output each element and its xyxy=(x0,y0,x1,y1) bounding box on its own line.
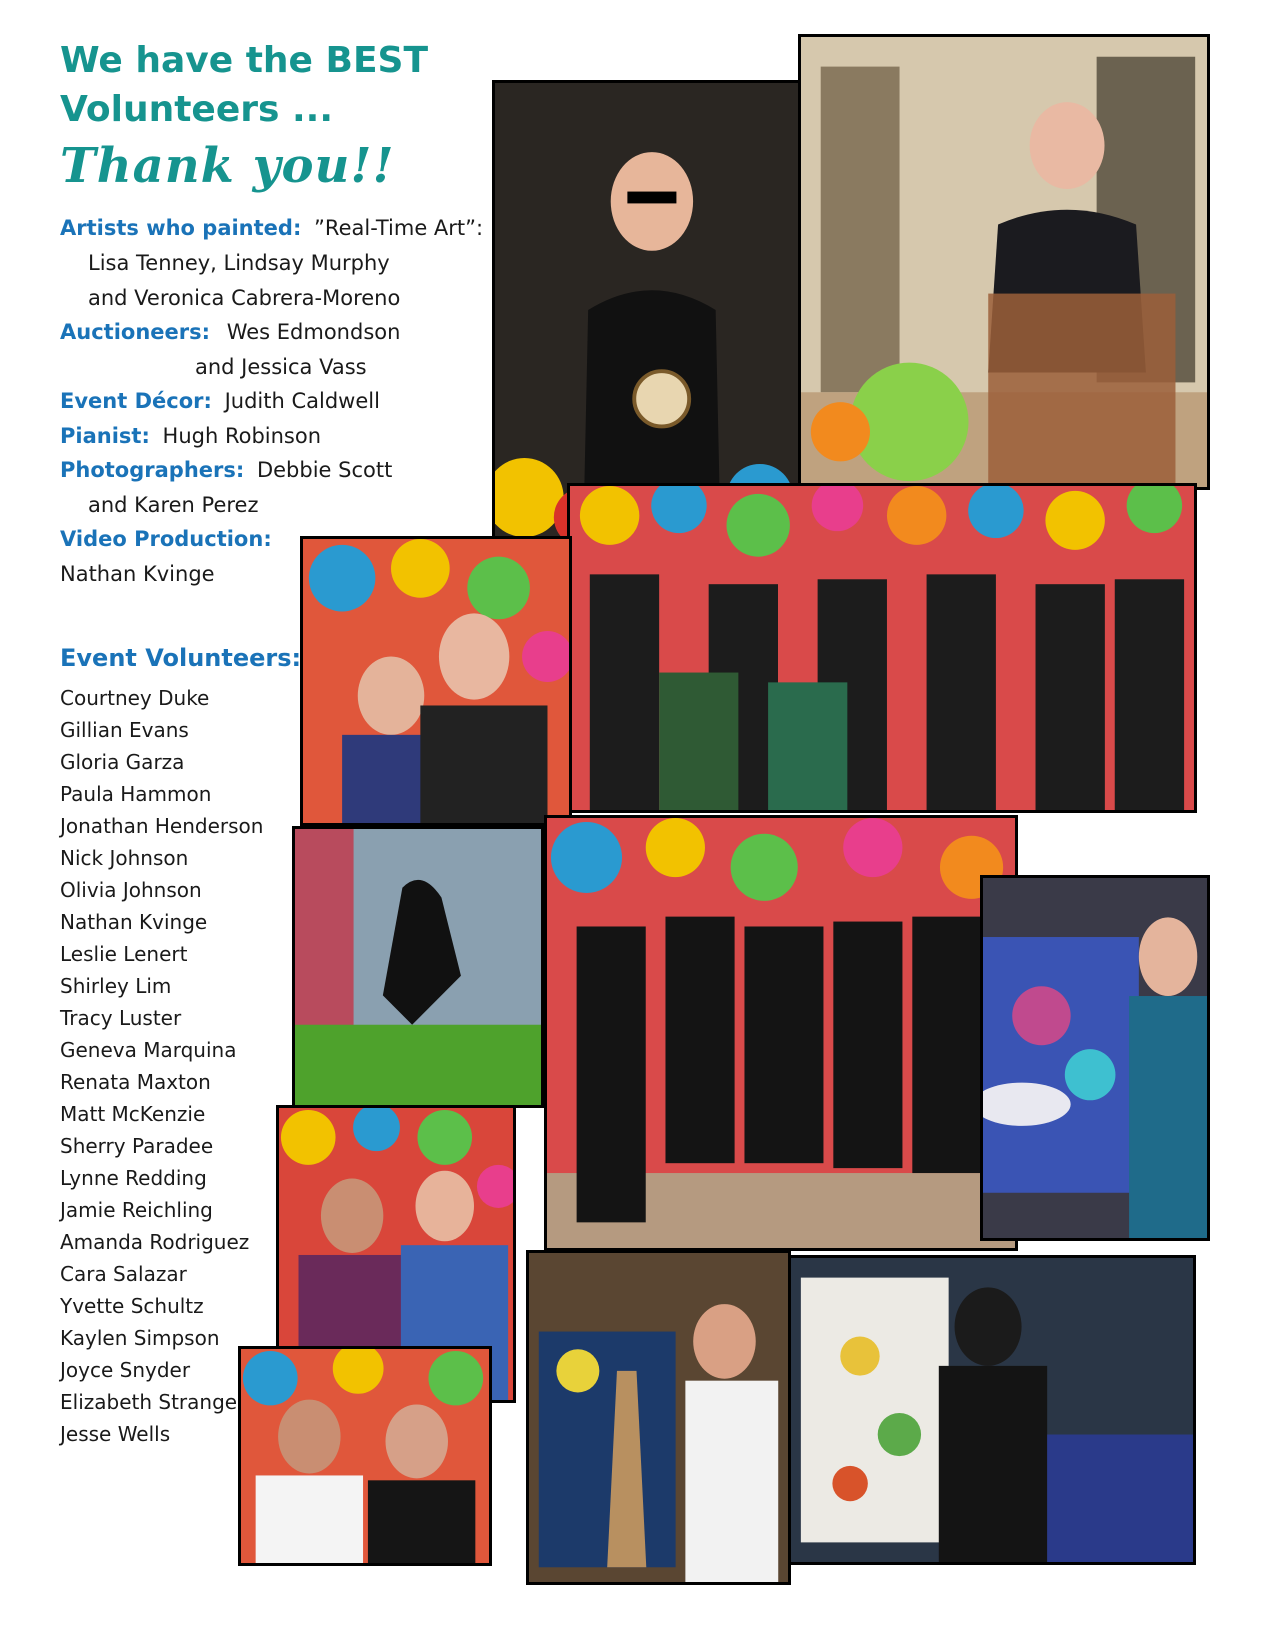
artists-line-3: and Veronica Cabrera-Moreno xyxy=(88,286,401,310)
artist-tree-painting-photo xyxy=(526,1250,791,1585)
list-item: Lynne Redding xyxy=(60,1166,207,1190)
decor-label: Event Décor: xyxy=(60,389,212,413)
list-item: Jesse Wells xyxy=(60,1422,171,1446)
list-item: Gillian Evans xyxy=(60,718,189,742)
list-item: Shirley Lim xyxy=(60,974,172,998)
volunteer-group-photo xyxy=(567,483,1197,813)
artists-line-2: Lisa Tenney, Lindsay Murphy xyxy=(88,251,390,275)
list-item: Renata Maxton xyxy=(60,1070,211,1094)
list-item: Tracy Luster xyxy=(60,1006,182,1030)
auctioneers-label: Auctioneers: xyxy=(60,320,211,344)
title-line-1: We have the BEST xyxy=(60,40,429,81)
list-item: Elizabeth Strange xyxy=(60,1390,238,1414)
couple-balloons-photo xyxy=(300,536,572,826)
list-item: Courtney Duke xyxy=(60,686,210,710)
artist-canvas-photo xyxy=(788,1255,1196,1565)
list-item: Jamie Reichling xyxy=(60,1198,213,1222)
list-item: Geneva Marquina xyxy=(60,1038,237,1062)
video-label: Video Production: xyxy=(60,527,272,551)
list-item: Matt McKenzie xyxy=(60,1102,206,1126)
list-item: Olivia Johnson xyxy=(60,878,202,902)
list-item: Leslie Lenert xyxy=(60,942,188,966)
list-item: Yvette Schultz xyxy=(60,1294,204,1318)
video-value: Nathan Kvinge xyxy=(60,562,215,586)
photographers-line-1: Debbie Scott xyxy=(256,458,393,482)
auctioneer-man-podium-photo xyxy=(798,34,1210,490)
silhouette-centerpiece-photo xyxy=(292,826,544,1108)
event-volunteers-heading: Event Volunteers: xyxy=(60,644,302,672)
pianist-value: Hugh Robinson xyxy=(162,424,322,448)
decor-value: Judith Caldwell xyxy=(224,389,380,413)
list-item: Nathan Kvinge xyxy=(60,910,208,934)
auctioneers-line-2: and Jessica Vass xyxy=(195,355,367,379)
two-women-photo xyxy=(238,1346,492,1566)
list-item: Jonathan Henderson xyxy=(60,814,264,838)
auctioneers-line-1: Wes Edmondson xyxy=(226,320,401,344)
list-item: Gloria Garza xyxy=(60,750,185,774)
list-item: Paula Hammon xyxy=(60,782,212,806)
list-item: Nick Johnson xyxy=(60,846,189,870)
page-title xyxy=(60,36,428,134)
artists-label: Artists who painted: xyxy=(60,216,302,240)
photographers-label: Photographers: xyxy=(60,458,245,482)
list-item: Kaylen Simpson xyxy=(60,1326,220,1350)
title-line-2: Volunteers ... xyxy=(60,89,334,130)
list-item: Sherry Paradee xyxy=(60,1134,214,1158)
auctioneer-woman-photo xyxy=(492,80,802,540)
photographers-line-2: and Karen Perez xyxy=(88,493,259,517)
pianist-label: Pianist: xyxy=(60,424,150,448)
list-item: Amanda Rodriguez xyxy=(60,1230,250,1254)
list-item: Joyce Snyder xyxy=(60,1358,191,1382)
five-women-photo xyxy=(544,815,1018,1251)
thank-you-heading: Thank you!! xyxy=(60,138,395,194)
list-item: Cara Salazar xyxy=(60,1262,187,1286)
artist-painting-photo xyxy=(980,875,1210,1241)
artists-intro: ”Real-Time Art”: xyxy=(314,216,484,240)
